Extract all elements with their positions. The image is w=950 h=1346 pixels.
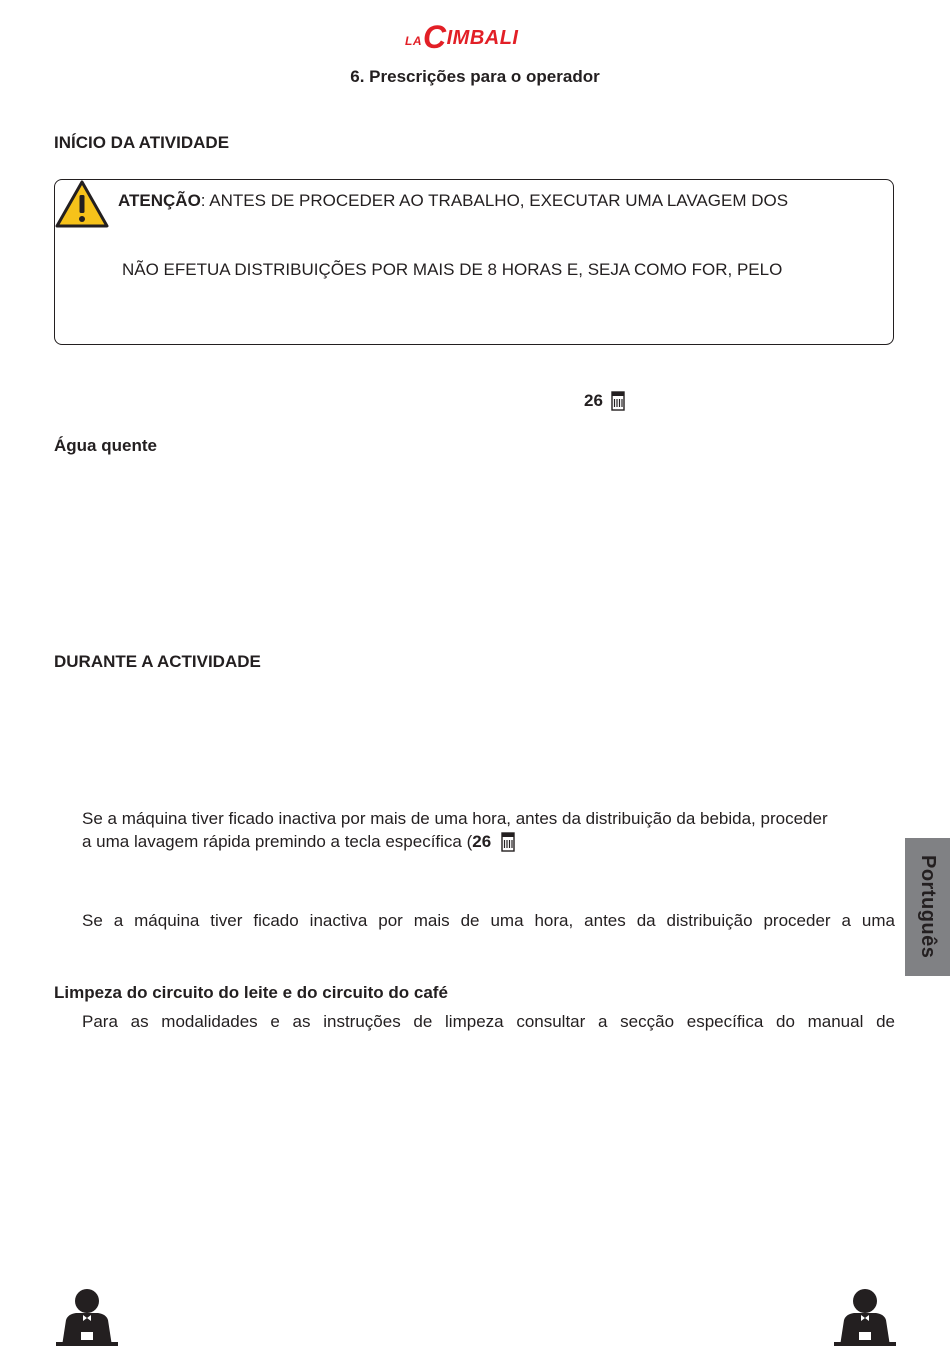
section-heading-limpeza: Limpeza do circuito do leite e do circuito do café — [54, 983, 448, 1002]
chapter-title: 6. Prescrições para o operador — [350, 67, 600, 86]
paragraph-rinse-key-number: 26 — [472, 832, 492, 851]
paragraph-cleaning: Para as modalidades e as instruções de limpeza consultar a secção específica do manual de — [82, 1012, 895, 1031]
logo-rest: IMBALI — [446, 27, 519, 49]
warning-line-1 — [118, 191, 788, 211]
logo-initial: C — [423, 19, 447, 55]
language-tab — [905, 838, 950, 976]
rinse-key-icon — [501, 832, 515, 852]
language-tab-label: Português — [917, 855, 939, 959]
section-heading-durante: DURANTE A ACTIVIDADE — [54, 652, 261, 671]
brand-logo — [405, 19, 545, 55]
paragraph-rinse-line-2 — [82, 830, 895, 853]
key-reference — [584, 391, 625, 411]
key-reference-number: 26 — [584, 391, 603, 410]
paragraph-rinse — [82, 807, 895, 853]
paragraph-rinse-line-2-text: a uma lavagem rápida premindo a tecla específica ( — [82, 832, 473, 851]
paragraph-inactive: Se a máquina tiver ficado inactiva por mais de uma hora, antes da distribuição proceder a uma — [82, 911, 895, 930]
warning-line-2: NÃO EFETUA DISTRIBUIÇÕES POR MAIS DE 8 HORAS E, SEJA COMO FOR, PELO — [122, 260, 783, 279]
logo-prefix: LA — [405, 34, 422, 48]
warning-line-1-text: : ANTES DE PROCEDER AO TRABALHO, EXECUTAR UMA LAVAGEM DOS — [200, 191, 789, 210]
warning-triangle-icon — [55, 180, 109, 228]
rinse-key-icon — [611, 391, 625, 411]
warning-label: ATENÇÃO — [118, 191, 201, 210]
section-heading-agua: Água quente — [54, 436, 157, 455]
operator-icon — [56, 1288, 118, 1346]
operator-icon — [834, 1288, 896, 1346]
paragraph-rinse-line-1: Se a máquina tiver ficado inactiva por mais de uma hora, antes da distribuição da bebida, proceder — [82, 809, 828, 828]
section-heading-inicio: INÍCIO DA ATIVIDADE — [54, 133, 230, 152]
